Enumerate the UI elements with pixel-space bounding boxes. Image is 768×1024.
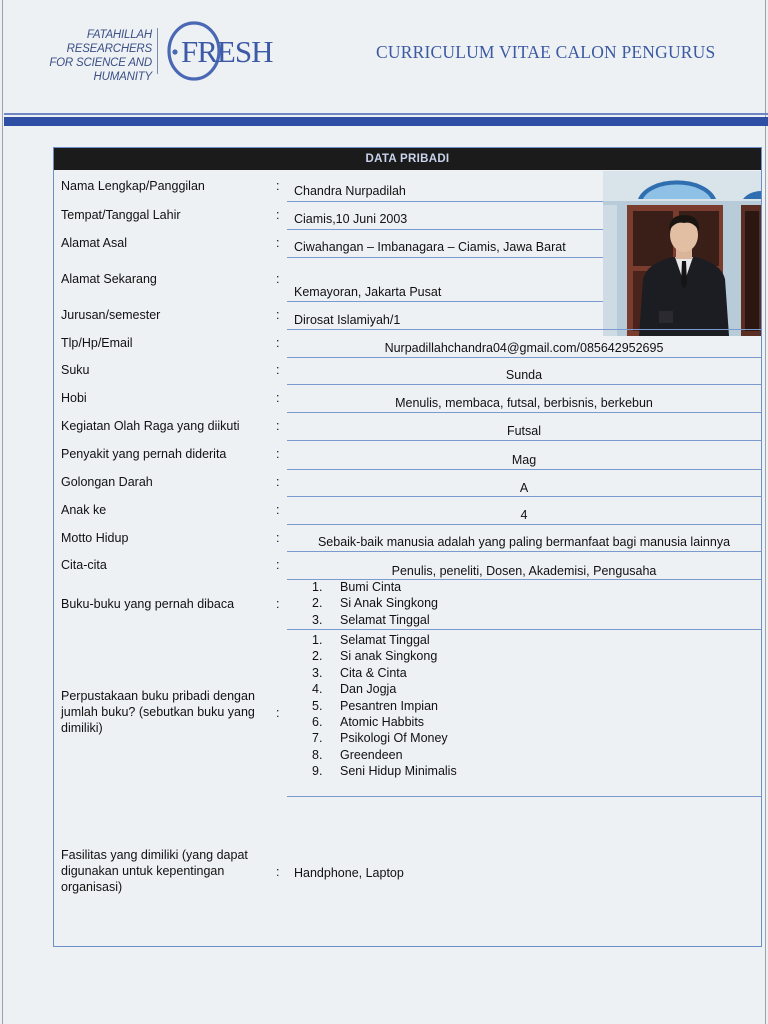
list-item: 5. Pesantren Impian [312,698,438,713]
personal-data-card [53,147,762,947]
header-rule-thick [4,117,768,126]
colon: : [276,236,280,250]
value-ttl: Ciamis,10 Juni 2003 [294,212,408,226]
document-header [0,0,768,118]
label-olahraga: Kegiatan Olah Raga yang diikuti [61,419,240,433]
label-line: organisasi) [61,880,123,894]
section-title: DATA PRIBADI [54,148,761,170]
colon: : [276,208,280,222]
underline [287,384,761,385]
list-item: 1. Selamat Tinggal [312,633,430,647]
label-line: Fasilitas yang dimiliki (yang dapat [61,848,248,862]
underline [287,796,761,797]
label-nama: Nama Lengkap/Panggilan [61,179,205,193]
colon: : [276,558,280,572]
colon: : [276,597,280,611]
label-suku: Suku [61,363,90,377]
label-penyakit: Penyakit yang pernah diderita [61,447,227,461]
value-alamat-asal: Ciwahangan – Imbanagara – Ciamis, Jawa Barat [294,240,566,254]
underline [287,440,761,441]
value-goldar: A [519,481,529,495]
colon: : [276,475,280,489]
list-item: 3. Cita & Cinta [312,665,407,680]
colon: : [276,363,280,377]
label-alamat-sekarang: Alamat Sekarang [61,272,157,286]
value-anak-ke: 4 [520,508,528,522]
value-olahraga: Futsal [506,424,542,438]
list-item: 3. Selamat Tinggal [312,612,430,627]
header-rule-thin [4,113,768,115]
underline [287,524,761,525]
org-name-line-1: FATAHILLAH RESEARCHERS [66,29,152,55]
label-ttl: Tempat/Tanggal Lahir [61,208,181,222]
colon: : [276,865,280,879]
label-line: digunakan untuk kepentingan [61,864,225,878]
colon: : [276,391,280,405]
list-item: 6. Atomic Habbits [312,715,425,730]
list-item: 7. Psikologi Of Money [312,731,448,746]
profile-photo [603,171,761,336]
label-perpustakaan [61,688,255,736]
underline [287,201,603,202]
label-anak-ke: Anak ke [61,503,107,517]
label-goldar: Golongan Darah [61,475,153,489]
label-hobi: Hobi [61,391,87,405]
label-line: jumlah buku? (sebutkan buku yang [61,705,255,719]
books-read-list [312,579,438,628]
label-line: dimiliki) [61,721,103,735]
underline [287,229,603,230]
colon: : [276,503,280,517]
org-name-line-2: FOR SCIENCE AND [49,57,152,69]
value-cita: Penulis, peneliti, Dosen, Akademisi, Pengusaha [391,564,657,578]
underline [287,551,761,552]
value-penyakit: Mag [511,453,537,467]
list-item: 8. Greendeen [312,747,403,762]
colon: : [276,447,280,461]
colon: : [276,531,280,545]
org-name-line-3: HUMANITY [93,71,152,83]
underline [287,496,761,497]
value-suku: Sunda [505,368,543,382]
label-buku-dibaca: Buku-buku yang pernah dibaca [61,597,235,611]
colon: : [276,179,280,193]
value-jurusan: Dirosat Islamiyah/1 [294,313,401,327]
label-jurusan: Jurusan/semester [61,308,161,322]
label-line: Perpustakaan buku pribadi dengan [61,689,255,703]
colon: : [276,308,280,322]
list-item: 2. Si Anak Singkong [312,596,438,611]
colon: : [276,419,280,433]
colon: : [276,336,280,350]
value-fasilitas: Handphone, Laptop [294,866,404,880]
list-item: 4. Dan Jogja [312,682,397,697]
underline [287,257,603,258]
label-cita: Cita-cita [61,558,107,572]
underline [287,629,761,630]
list-item: 2. Si anak Singkong [312,649,438,664]
logo-divider [157,28,158,74]
list-item: 1. Bumi Cinta [312,580,402,594]
label-alamat-asal: Alamat Asal [61,236,128,250]
logo-wordmark: FRESH [181,34,273,69]
underline [287,357,761,358]
org-name [14,28,152,84]
list-item: 9. Seni Hidup Minimalis [312,764,457,779]
value-motto: Sebaik-baik manusia adalah yang paling bermanfaat bagi manusia lainnya [317,535,731,549]
underline [287,469,761,470]
label-fasilitas [61,847,248,895]
label-motto: Motto Hidup [61,531,129,545]
value-hobi: Menulis, membaca, futsal, berbisnis, berkebun [395,396,653,410]
underline [287,301,603,302]
label-kontak: Tlp/Hp/Email [61,336,133,350]
value-alamat-sekarang: Kemayoran, Jakarta Pusat [294,285,442,299]
underline [287,412,761,413]
colon: : [276,272,280,286]
underline [287,329,761,330]
library-list [312,632,457,780]
value-kontak: Nurpadillahchandra04@gmail.com/085642952695 [384,341,664,355]
colon: : [276,706,280,720]
value-nama: Chandra Nurpadilah [294,184,406,198]
fresh-logo [163,18,281,84]
document-title: CURRICULUM VITAE CALON PENGURUS [376,42,716,62]
